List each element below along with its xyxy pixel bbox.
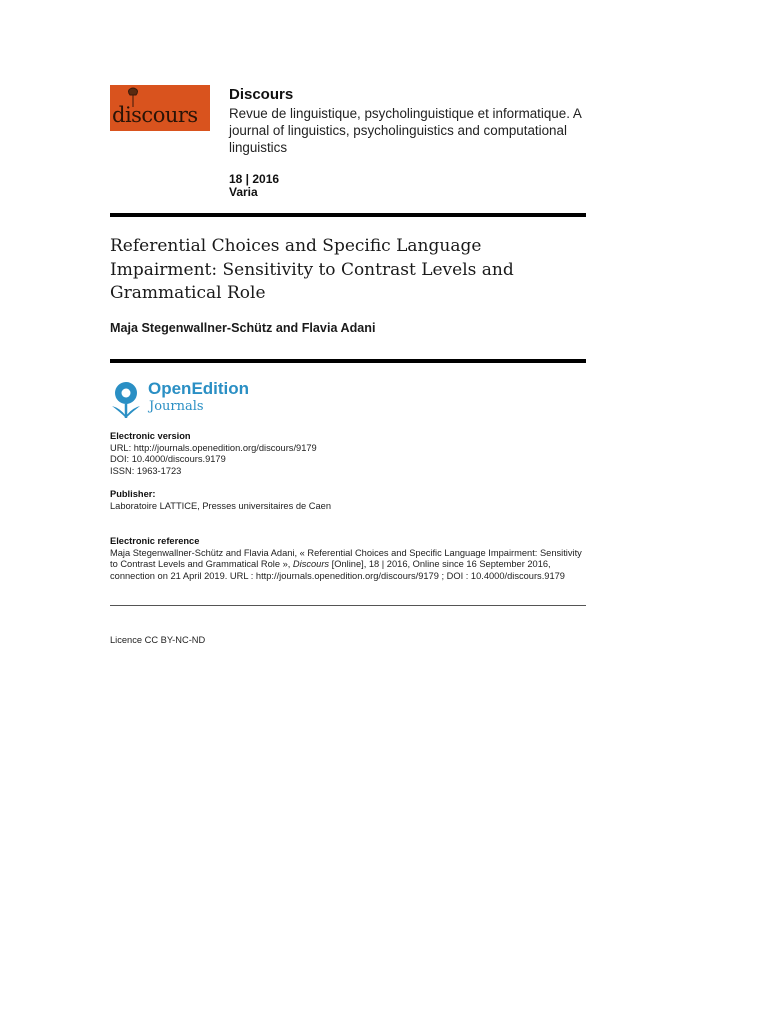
article-title: Referential Choices and Specific Language Impairment: Sensitivity to Contrast Levels and Grammatical Role: [110, 236, 514, 303]
publisher-block: [110, 489, 586, 512]
journal-logo-text: discours: [112, 103, 198, 127]
electronic-reference-journal: Discours: [292, 559, 330, 569]
journal-description: Revue de linguistique, psycholinguistique et informatique. A journal of linguistics, psycholinguistics and computational linguistics: [229, 106, 582, 155]
electronic-reference-heading: Electronic reference: [110, 536, 200, 546]
electronic-reference-block: [110, 536, 584, 582]
electronic-version-url[interactable]: URL: http://journals.openedition.org/discours/9179: [110, 442, 317, 453]
openedition-logo-icon: [110, 380, 146, 420]
electronic-version-heading: Electronic version: [110, 431, 191, 441]
electronic-reference-after: [Online], 18 | 2016, Online since 16 September 2016, connection on 21 April 2019. URL : http://journals.openedition.org/discours/9179 ; DOI : 10.4000/discours.9179: [110, 559, 565, 581]
journal-logo: [110, 85, 210, 131]
top-divider: [110, 213, 586, 217]
electronic-version-issn: ISSN: 1963-1723: [110, 465, 182, 476]
bottom-divider: [110, 605, 586, 606]
article-authors: Maja Stegenwallner-Schütz and Flavia Adani: [110, 321, 376, 335]
licence[interactable]: Licence CC BY-NC-ND: [110, 635, 206, 645]
electronic-version-block: [110, 431, 586, 477]
electronic-reference-before: Maja Stegenwallner-Schütz and Flavia Adani, « Referential Choices and Specific Language Impairment: Sensitivity to Contrast Levels and Grammatical Role »,: [110, 547, 582, 569]
openedition-name: OpenEdition: [148, 379, 250, 398]
issue-number: 18 | 2016: [229, 172, 280, 186]
issue-section: Varia: [229, 185, 258, 199]
journal-name: Discours: [229, 86, 294, 103]
journal-info: [229, 86, 589, 199]
electronic-version-doi[interactable]: DOI: 10.4000/discours.9179: [110, 454, 226, 464]
electronic-reference-text: [110, 548, 584, 583]
publisher-value: Laboratoire LATTICE, Presses universitaires de Caen: [110, 500, 331, 511]
openedition-journals: Journals: [149, 399, 204, 414]
mid-divider: [110, 359, 586, 363]
publisher-heading: Publisher:: [110, 489, 156, 499]
